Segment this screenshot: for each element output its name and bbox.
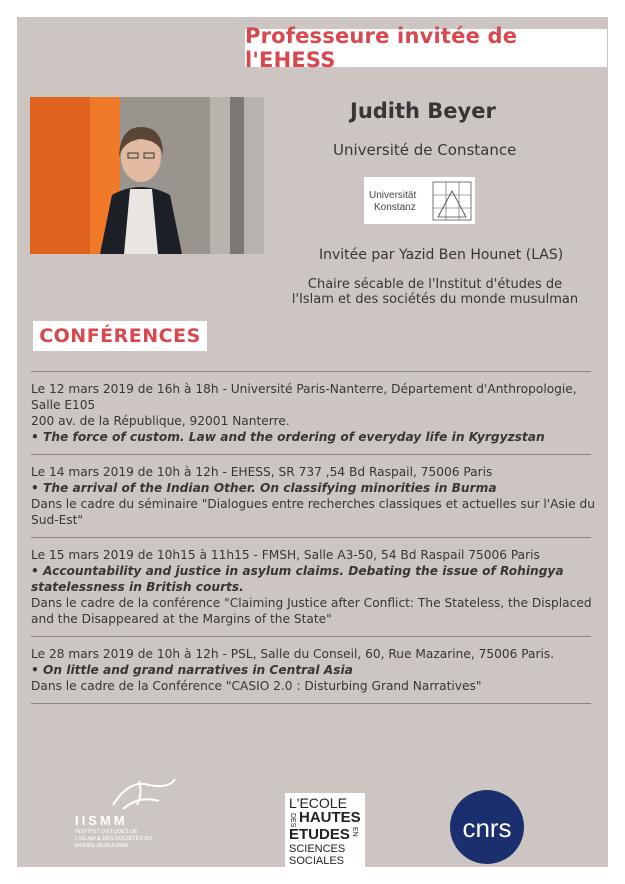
iismm-subtitle: INSTITUT D'ÉTUDES DE L'ISLAM & DES SOCIÉTÉS DU MONDE MUSULMAN xyxy=(75,829,153,849)
header-banner xyxy=(245,24,607,72)
event-when-where: Le 15 mars 2019 de 10h15 à 11h15 - FMSH, Salle A3-50, 54 Bd Raspail 75006 Paris xyxy=(31,548,540,562)
cnrs-logo xyxy=(447,787,527,867)
speaker-name: Judith Beyer xyxy=(350,99,496,123)
iismm-calligraphy-icon xyxy=(109,775,179,815)
event-context: Dans le cadre de la conférence "Claiming Justice after Conflict: The Stateless, the Displaced and the Disappeared at the Margins of the State" xyxy=(31,596,592,626)
event-title: • The force of custom. Law and the ordering of everyday life in Kyrgyzstan xyxy=(31,430,545,444)
cnrs-text: cnrs xyxy=(462,813,512,843)
poster xyxy=(17,17,608,867)
divider xyxy=(31,454,591,455)
iismm-logo xyxy=(75,777,185,867)
event-when-where: Le 12 mars 2019 de 16h à 18h - Université Paris-Nanterre, Département d'Anthropologie, Salle E105 xyxy=(31,382,577,412)
conferences-title: CONFÉRENCES xyxy=(39,325,201,347)
event-when-where: Le 28 mars 2019 de 10h à 12h - PSL, Salle du Conseil, 60, Rue Mazarine, 75006 Paris. xyxy=(31,647,555,661)
speaker-photo xyxy=(30,97,264,254)
iismm-name: IISMM xyxy=(75,813,128,828)
invited-by: Invitée par Yazid Ben Hounet (LAS) xyxy=(319,247,564,263)
ehess-l1: L'ECOLE xyxy=(289,795,347,811)
divider xyxy=(31,537,591,538)
ehess-l2: DES xyxy=(289,813,296,828)
ehess-l3: HAUTES xyxy=(299,809,361,826)
event-title: • The arrival of the Indian Other. On classifying minorities in Burma xyxy=(31,481,497,495)
event-item xyxy=(31,464,609,528)
ehess-l6: SCIENCES xyxy=(289,843,346,855)
uni-logo-line1: Universität xyxy=(369,190,417,201)
header-title: Professeure invitée de l'EHESS xyxy=(245,24,518,72)
university-konstanz-logo xyxy=(364,177,475,224)
event-context: Dans le cadre de la Conférence "CASIO 2.0 : Disturbing Grand Narratives" xyxy=(31,679,482,693)
events-list xyxy=(31,383,609,713)
divider xyxy=(31,636,591,637)
partner-logos xyxy=(17,777,608,867)
chair-description: Chaire sécable de l'Institut d'études de l'Islam et des sociétés du monde musulman xyxy=(291,277,579,307)
divider xyxy=(31,371,591,372)
event-when-where: Le 14 mars 2019 de 10h à 12h - EHESS, SR 737 ,54 Bd Raspail, 75006 Paris xyxy=(31,465,493,479)
event-item xyxy=(31,547,609,627)
event-title: • On little and grand narratives in Central Asia xyxy=(31,663,353,677)
event-item xyxy=(31,381,609,445)
speaker-university: Université de Constance xyxy=(333,141,517,159)
event-context: Dans le cadre du séminaire "Dialogues entre recherches classiques et actuelles sur l'Asie du Sud-Est" xyxy=(31,497,595,527)
ehess-l4: ETUDES xyxy=(289,826,350,843)
ehess-l7: SOCIALES xyxy=(289,855,345,867)
uni-logo-mark-icon xyxy=(432,181,472,221)
event-title: • Accountability and justice in asylum claims. Debating the issue of Rohingya statelessness in British courts. xyxy=(31,564,564,594)
uni-logo-line2: Konstanz xyxy=(374,202,416,213)
ehess-logo xyxy=(285,793,365,873)
ehess-l5: EN xyxy=(351,827,358,837)
event-item xyxy=(31,646,609,694)
conferences-banner xyxy=(33,321,207,351)
divider xyxy=(31,703,591,704)
event-address: 200 av. de la République, 92001 Nanterre. xyxy=(31,414,290,428)
